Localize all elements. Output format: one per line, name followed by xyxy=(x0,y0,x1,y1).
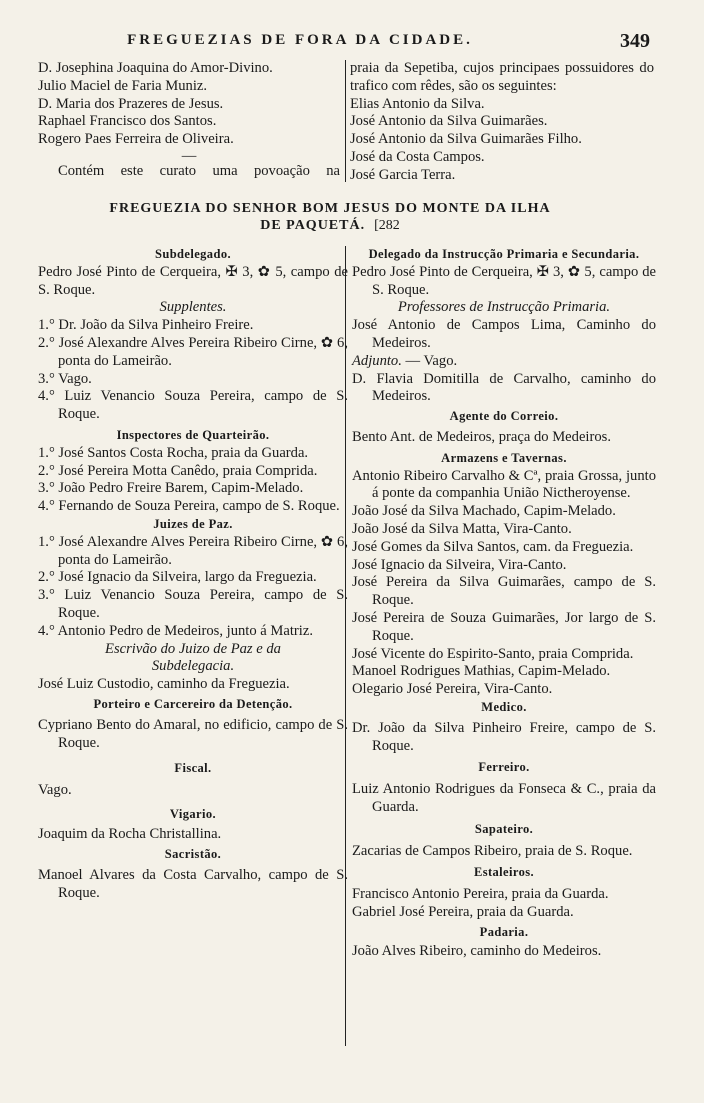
section-ref: [282 xyxy=(374,218,400,233)
entry-professora: D. Flavia Domitilla de Carvalho, caminho do Medeiros. xyxy=(352,370,656,405)
list-item: José Garcia Terra. xyxy=(350,166,456,183)
section-title-line1: FREGUEZIA DO SENHOR BOM JESUS DO MONTE DA ILHA xyxy=(109,201,551,216)
list-item: 1.° José Santos Costa Rocha, praia da Guarda. xyxy=(38,444,309,461)
heading-supplentes: Supplentes. xyxy=(159,299,227,316)
entry-ferreiro: Luiz Antonio Rodrigues da Fonseca & C., praia da Guarda. xyxy=(352,781,656,815)
right-column xyxy=(352,246,656,961)
heading-porteiro: Porteiro e Carcereiro da Detenção. xyxy=(93,696,293,711)
heading-sapateiro: Sapateiro. xyxy=(474,821,534,836)
list-item: 3.° João Pedro Freire Barem, Capim-Melado. xyxy=(38,480,304,497)
list-item: 1.° José Alexandre Alves Pereira Ribeiro Cirne, ✿ 6, ponta do Lameirão. xyxy=(38,533,348,568)
entry-professor: José Antonio de Campos Lima, Caminho do Medeiros. xyxy=(352,317,656,351)
entry-delegado: Pedro José Pinto de Cerqueira, ✠ 3, ✿ 5, campo de S. Roque. xyxy=(352,263,656,298)
paragraph: Contém este curato uma povoação na xyxy=(58,162,340,179)
list-item: Francisco Antonio Pereira, praia da Guarda. xyxy=(352,886,609,903)
entry-subdelegado: Pedro José Pinto de Cerqueira, ✠ 3, ✿ 5, campo de S. Roque. xyxy=(38,263,348,298)
list-item: 4.° Antonio Pedro de Medeiros, junto á Matriz. xyxy=(38,622,313,639)
list-item: José Antonio da Silva Guimarães Filho. xyxy=(350,131,582,148)
list-item: José Pereira da Silva Guimarães, campo de S. Roque. xyxy=(352,574,656,609)
list-item: Gabriel José Pereira, praia da Guarda. xyxy=(352,903,574,920)
list-item: 2.° José Alexandre Alves Pereira Ribeiro Cirne, ✿ 6, ponta do Lameirão. xyxy=(38,334,348,369)
list-item: 3.° Vago. xyxy=(38,370,92,387)
list-item: Elias Antonio da Silva. xyxy=(350,95,485,112)
heading-armazens: Armazens e Tavernas. xyxy=(441,450,567,465)
left-column xyxy=(38,246,348,903)
list-item: Rogero Paes Ferreira de Oliveira. xyxy=(38,131,234,148)
paragraph: praia da Sepetiba, cujos principaes possuidores do trafico com rêdes, são os seguintes: xyxy=(350,60,654,94)
entry-sacristao: Manoel Alvares da Costa Carvalho, campo de S. Roque. xyxy=(38,867,348,902)
heading-sacristao: Sacristão. xyxy=(164,846,222,861)
heading-medico: Medico. xyxy=(481,699,527,714)
list-item: José Antonio da Silva Guimarães. xyxy=(350,113,548,130)
list-item: Antonio Ribeiro Carvalho & Cª, praia Grossa, junto á ponte da companhia União Nictheroyense. xyxy=(352,467,656,502)
list-item: 4.° Luiz Venancio Souza Pereira, campo de S. Roque. xyxy=(38,388,348,423)
entry-adjunto xyxy=(352,353,656,371)
list-item: José Gomes da Silva Santos, cam. da Freguezia. xyxy=(352,538,634,555)
heading-estaleiros: Estaleiros. xyxy=(473,865,535,880)
running-head-title: FREGUEZIAS DE FORA DA CIDADE. xyxy=(127,32,473,48)
list-item: José Ignacio da Silveira, Vira-Canto. xyxy=(352,556,567,573)
list-item: José da Costa Campos. xyxy=(350,148,485,165)
list-item: 4.° Fernando de Souza Pereira, campo de S. Roque. xyxy=(38,498,340,515)
list-item: 2.° José Ignacio da Silveira, largo da Freguezia. xyxy=(38,569,317,586)
list-item: José Vicente do Espirito-Santo, praia Comprida. xyxy=(352,645,634,662)
heading-vigario: Vigario. xyxy=(169,806,217,821)
entry-medico: Dr. João da Silva Pinheiro Freire, campo de S. Roque. xyxy=(352,719,656,754)
running-head xyxy=(0,30,704,54)
list-item: 3.° Luiz Venancio Souza Pereira, campo de S. Roque. xyxy=(38,587,348,621)
entry-sapateiro: Zacarias de Campos Ribeiro, praia de S. Roque. xyxy=(352,842,633,859)
heading-delegado: Delegado da Instrucção Primaria e Secundaria. xyxy=(368,247,640,261)
entry-fiscal: Vago. xyxy=(38,782,72,799)
entry-escrivao: José Luiz Custodio, caminho da Freguezia. xyxy=(38,676,290,693)
list-item: João José da Silva Machado, Capim-Melado. xyxy=(352,503,616,520)
list-item: José Pereira de Souza Guimarães, Jor largo de S. Roque. xyxy=(352,609,656,644)
adjunto-value: — Vago. xyxy=(401,352,458,369)
list-item: Olegario José Pereira, Vira-Canto. xyxy=(352,681,553,698)
heading-professores: Professores de Instrucção Primaria. xyxy=(397,299,611,316)
heading-escrivao: Escrivão do Juizo de Paz e da Subdelegacia. xyxy=(105,640,281,675)
heading-agente: Agente do Correio. xyxy=(449,409,559,424)
heading-inspectores: Inspectores de Quarteirão. xyxy=(116,427,270,442)
prev-left-column xyxy=(38,60,340,181)
list-item: Julio Maciel de Faria Muniz. xyxy=(38,77,208,94)
heading-ferreiro: Ferreiro. xyxy=(478,760,530,775)
section-heading xyxy=(50,200,610,234)
heading-subdelegado: Subdelegado. xyxy=(154,247,231,261)
heading-juizes: Juizes de Paz. xyxy=(153,516,233,531)
list-item: D. Josephina Joaquina do Amor-Divino. xyxy=(38,60,273,76)
heading-padaria: Padaria. xyxy=(479,924,529,939)
list-item: Manoel Rodrigues Mathias, Capim-Melado. xyxy=(352,663,611,680)
list-item: 1.° Dr. João da Silva Pinheiro Freire. xyxy=(38,317,254,334)
list-item: 2.° José Pereira Motta Canêdo, praia Comprida. xyxy=(38,462,318,479)
dash-separator: — xyxy=(181,147,197,164)
heading-fiscal: Fiscal. xyxy=(174,761,212,776)
list-item: João José da Silva Matta, Vira-Canto. xyxy=(352,520,572,537)
entry-porteiro: Cypriano Bento do Amaral, no edificio, campo de S. Roque. xyxy=(38,716,348,751)
prev-right-column xyxy=(350,60,654,185)
adjunto-label: Adjunto. xyxy=(352,352,402,369)
list-item: D. Maria dos Prazeres de Jesus. xyxy=(38,95,224,112)
entry-agente: Bento Ant. de Medeiros, praça do Medeiros. xyxy=(352,428,611,445)
list-item: Raphael Francisco dos Santos. xyxy=(38,113,217,130)
page-number: 349 xyxy=(620,30,650,52)
column-rule-top xyxy=(345,60,346,182)
entry-vigario: Joaquim da Rocha Christallina. xyxy=(38,825,222,842)
section-title-line2: DE PAQUETÁ. xyxy=(260,218,366,233)
entry-padaria: João Alves Ribeiro, caminho do Medeiros. xyxy=(352,943,602,960)
